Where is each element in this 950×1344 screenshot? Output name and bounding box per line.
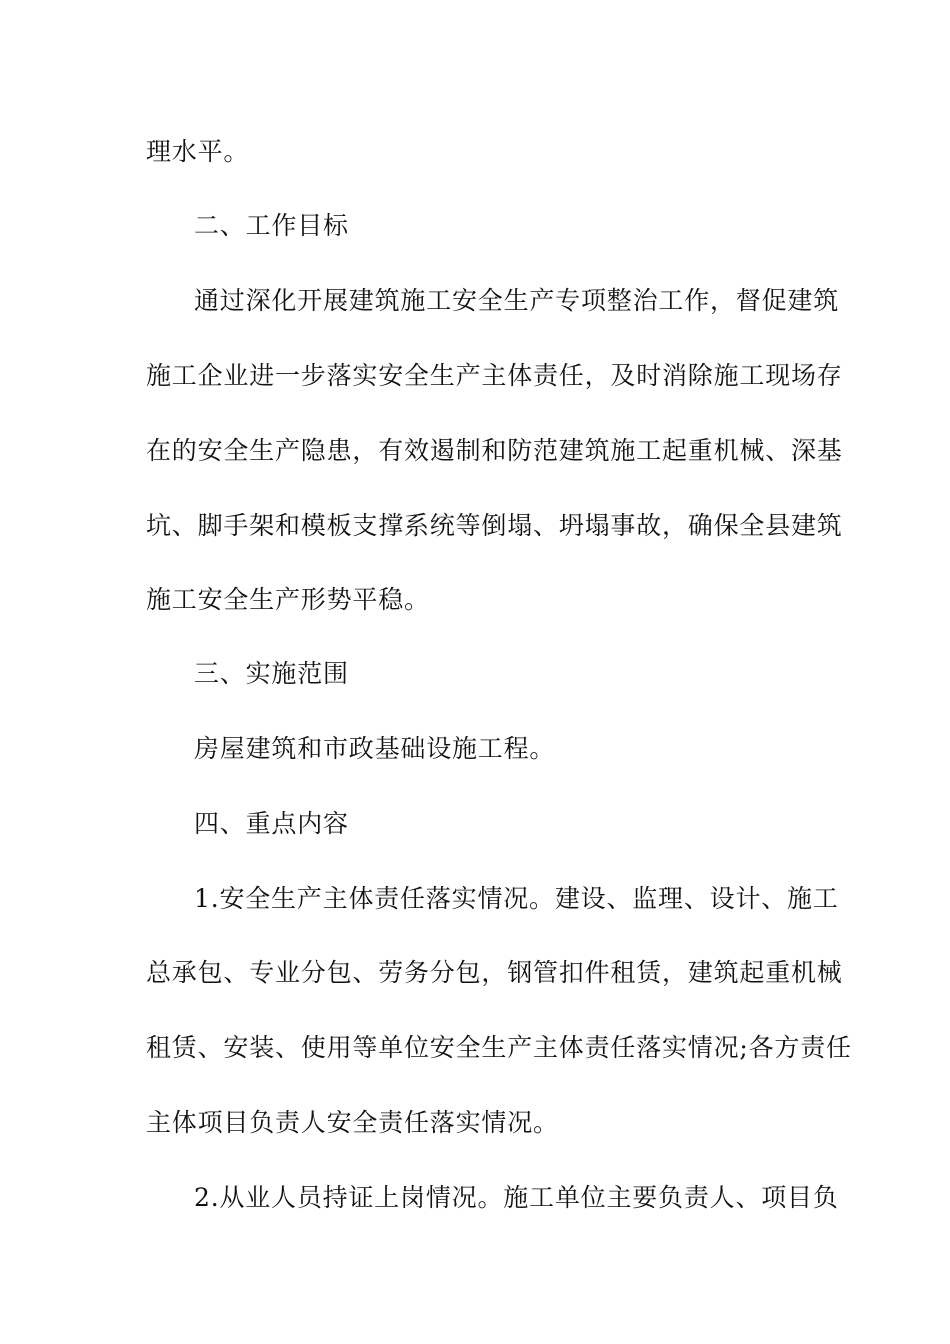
section-heading-scope: 三、实施范围 <box>194 659 349 688</box>
goals-paragraph-line: 在的安全生产隐患，有效遏制和防范建筑施工起重机械、深基 <box>146 436 843 465</box>
goals-paragraph-line: 施工企业进一步落实安全生产主体责任，及时消除施工现场存 <box>146 361 843 390</box>
item-2-paragraph-line: 2.从业人员持证上岗情况。施工单位主要负责人、项目负 <box>194 1183 839 1212</box>
paragraph-continuation: 理水平。 <box>146 137 250 166</box>
section-heading-work-goals: 二、工作目标 <box>194 211 349 240</box>
item-1-paragraph-line: 总承包、专业分包、劳务分包，钢管扣件租赁，建筑起重机械 <box>146 958 843 987</box>
goals-paragraph-line: 施工安全生产形势平稳。 <box>146 585 430 614</box>
goals-paragraph-line: 通过深化开展建筑施工安全生产专项整治工作，督促建筑 <box>194 286 840 315</box>
item-1-paragraph-line: 主体项目负责人安全责任落实情况。 <box>146 1108 559 1137</box>
item-1-paragraph-line: 1.安全生产主体责任落实情况。建设、监理、设计、施工 <box>194 884 839 913</box>
goals-paragraph-line: 坑、脚手架和模板支撑系统等倒塌、坍塌事故，确保全县建筑 <box>146 511 843 540</box>
section-heading-key-content: 四、重点内容 <box>194 809 349 838</box>
scope-paragraph: 房屋建筑和市政基础设施工程。 <box>194 734 556 763</box>
item-1-paragraph-line: 租赁、安装、使用等单位安全生产主体责任落实情况;各方责任 <box>146 1033 852 1062</box>
